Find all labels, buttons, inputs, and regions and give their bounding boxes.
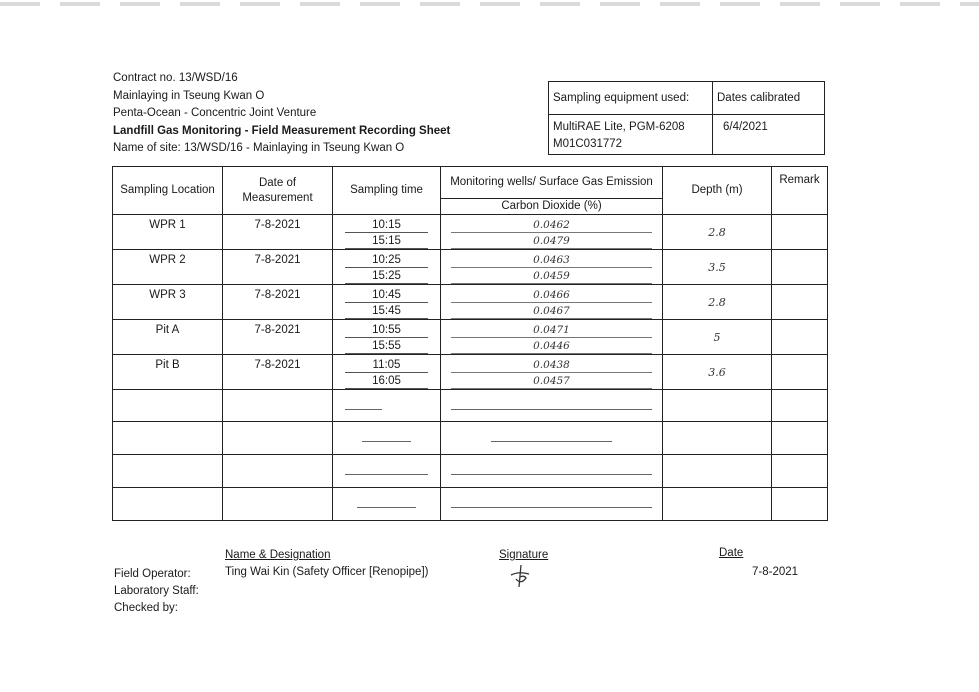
sampling-times bbox=[333, 215, 441, 250]
sampling-location: Pit B bbox=[113, 355, 223, 390]
measurement-date: 7-8-2021 bbox=[223, 285, 333, 320]
field-operator-label: Field Operator: bbox=[114, 568, 191, 580]
measurement-date: 7-8-2021 bbox=[223, 250, 333, 285]
equipment-table bbox=[548, 81, 825, 155]
measurement-table bbox=[112, 166, 828, 521]
co2-value: 0.0467 bbox=[451, 303, 652, 319]
co2-value: 0.0466 bbox=[451, 287, 652, 303]
table-row bbox=[113, 320, 828, 355]
sampling-times bbox=[333, 355, 441, 390]
calibrated-header: Dates calibrated bbox=[713, 82, 825, 115]
co2-values bbox=[441, 250, 663, 285]
header-remark: Remark bbox=[772, 167, 828, 215]
header-sampling-location: Sampling Location bbox=[113, 167, 223, 215]
sampling-location: WPR 3 bbox=[113, 285, 223, 320]
empty-row bbox=[113, 390, 828, 422]
sampling-time: 10:15 bbox=[345, 217, 428, 233]
sampling-location: Pit A bbox=[113, 320, 223, 355]
checked-by-label: Checked by: bbox=[114, 602, 178, 614]
co2-values bbox=[441, 285, 663, 320]
depth-value: 5 bbox=[663, 320, 772, 355]
table-row bbox=[113, 250, 828, 285]
sheet-title: Landfill Gas Monitoring - Field Measurement Recording Sheet bbox=[113, 124, 451, 137]
sampling-times bbox=[333, 320, 441, 355]
empty-row bbox=[113, 488, 828, 521]
remark-cell bbox=[772, 250, 828, 285]
sampling-time: 15:25 bbox=[345, 268, 428, 284]
remark-cell bbox=[772, 355, 828, 390]
co2-value: 0.0479 bbox=[451, 233, 652, 249]
header-monitoring: Monitoring wells/ Surface Gas Emission bbox=[441, 167, 663, 199]
field-operator-name: Ting Wai Kin (Safety Officer [Renopipe]) bbox=[225, 566, 429, 578]
remark-cell bbox=[772, 320, 828, 355]
sampling-time: 16:05 bbox=[345, 373, 428, 389]
empty-row bbox=[113, 422, 828, 455]
header-depth: Depth (m) bbox=[663, 167, 772, 215]
table-header-row bbox=[113, 167, 828, 199]
table-row bbox=[113, 355, 828, 390]
co2-value: 0.0462 bbox=[451, 217, 652, 233]
depth-value: 2.8 bbox=[663, 285, 772, 320]
header-date: Date of Measurement bbox=[223, 167, 333, 215]
sampling-time: 15:45 bbox=[345, 303, 428, 319]
equipment-header: Sampling equipment used: bbox=[549, 82, 713, 115]
contract-number: Contract no. 13/WSD/16 bbox=[113, 72, 238, 84]
document-header bbox=[113, 70, 450, 158]
sampling-times bbox=[333, 250, 441, 285]
date-heading: Date bbox=[719, 547, 744, 559]
depth-value: 2.8 bbox=[663, 215, 772, 250]
project-name: Mainlaying in Tseung Kwan O bbox=[113, 89, 265, 102]
signature-mark-icon bbox=[507, 563, 537, 589]
remark-cell bbox=[772, 215, 828, 250]
header-sampling-time: Sampling time bbox=[333, 167, 441, 215]
header-carbon-dioxide: Carbon Dioxide (%) bbox=[441, 199, 663, 215]
sampling-time: 15:15 bbox=[345, 233, 428, 249]
sampling-time: 10:25 bbox=[345, 252, 428, 268]
measurement-date: 7-8-2021 bbox=[223, 320, 333, 355]
laboratory-staff-label: Laboratory Staff: bbox=[114, 585, 199, 597]
equipment-cell bbox=[549, 115, 713, 155]
sampling-times bbox=[333, 285, 441, 320]
table-row bbox=[113, 285, 828, 320]
measurement-date: 7-8-2021 bbox=[223, 355, 333, 390]
sampling-time: 10:45 bbox=[345, 287, 428, 303]
depth-value: 3.6 bbox=[663, 355, 772, 390]
calibrated-date: 6/4/2021 bbox=[713, 115, 825, 155]
field-operator-date: 7-8-2021 bbox=[752, 566, 799, 578]
sampling-time: 15:55 bbox=[345, 338, 428, 354]
sampling-time: 11:05 bbox=[345, 357, 428, 373]
sampling-location: WPR 2 bbox=[113, 250, 223, 285]
table-row bbox=[113, 215, 828, 250]
empty-row bbox=[113, 455, 828, 488]
signature-heading: Signature bbox=[499, 549, 549, 561]
equipment-model: MultiRAE Lite, PGM-6208 bbox=[553, 121, 685, 133]
co2-values bbox=[441, 355, 663, 390]
depth-value: 3.5 bbox=[663, 250, 772, 285]
contractor-name: Penta-Ocean - Concentric Joint Venture bbox=[113, 107, 317, 119]
co2-value: 0.0463 bbox=[451, 252, 652, 268]
co2-value: 0.0446 bbox=[451, 338, 652, 354]
co2-value: 0.0459 bbox=[451, 268, 652, 284]
site-name: Name of site: 13/WSD/16 - Mainlaying in Tseung Kwan O bbox=[113, 142, 405, 154]
equipment-serial: M01C031772 bbox=[553, 138, 623, 150]
remark-cell bbox=[772, 285, 828, 320]
co2-value: 0.0438 bbox=[451, 357, 652, 373]
sampling-time: 10:55 bbox=[345, 322, 428, 338]
scan-artifact bbox=[0, 2, 979, 6]
co2-value: 0.0457 bbox=[451, 373, 652, 389]
co2-value: 0.0471 bbox=[451, 322, 652, 338]
name-designation-heading: Name & Designation bbox=[225, 549, 331, 561]
measurement-date: 7-8-2021 bbox=[223, 215, 333, 250]
co2-values bbox=[441, 320, 663, 355]
co2-values bbox=[441, 215, 663, 250]
sampling-location: WPR 1 bbox=[113, 215, 223, 250]
